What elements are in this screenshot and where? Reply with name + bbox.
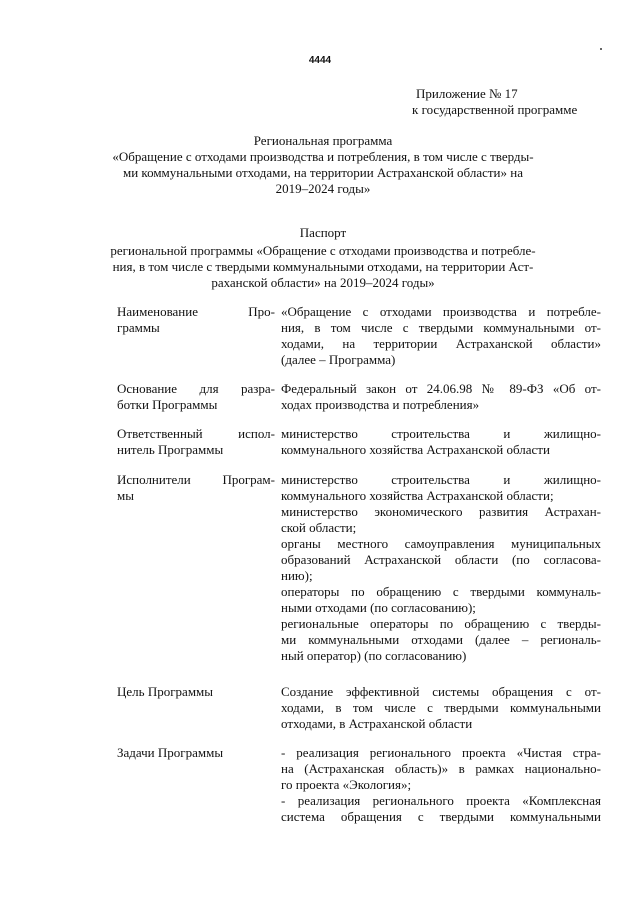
- value-line: го проекта «Экология»;: [281, 777, 412, 792]
- row-value-name: [281, 304, 601, 368]
- value-line: министерство экономического развития Астрахан-: [281, 504, 601, 519]
- value-line: на (Астраханская область)» в рамках национально-: [281, 761, 601, 776]
- value-line: система обращения с твердыми коммунальными: [281, 809, 601, 824]
- row-label-tasks: [117, 745, 275, 761]
- row-label-basis: [117, 381, 275, 413]
- row-label-responsible: [117, 426, 275, 458]
- value-line: коммунального хозяйства Астраханской области;: [281, 488, 554, 503]
- value-line: коммунального хозяйства Астраханской области: [281, 442, 550, 457]
- value-line: ния, в том числе с твердыми коммунальными от-: [281, 320, 601, 335]
- value-line: - реализация регионального проекта «Комплексная: [281, 793, 601, 808]
- passport-subtitle-line: региональной программы «Обращение с отходами производства и потребле-: [110, 243, 536, 258]
- value-line: - реализация регионального проекта «Чистая стра-: [281, 745, 601, 760]
- label-line: мы: [117, 488, 134, 503]
- title-line: 2019–2024 годы»: [275, 181, 371, 196]
- value-line: ми коммунальными отходами (далее – региональ-: [281, 632, 601, 647]
- value-line: отходами, в Астраханской области: [281, 716, 473, 731]
- value-line: ходами, на территории Астраханской области»: [281, 336, 601, 351]
- row-value-responsible: [281, 426, 601, 458]
- row-label-executors: [117, 472, 275, 504]
- value-line: образований Астраханской области (по согласова-: [281, 552, 601, 567]
- value-line: министерство строительства и жилищно-: [281, 426, 601, 441]
- value-line: ской области;: [281, 520, 357, 535]
- value-line: министерство строительства и жилищно-: [281, 472, 601, 487]
- value-line: Создание эффективной системы обращения с от-: [281, 684, 601, 699]
- value-line: ный оператор) (по согласованию): [281, 648, 467, 663]
- label-line: Исполнители Програм-: [117, 472, 275, 487]
- label-line: Ответственный испол-: [117, 426, 275, 441]
- row-value-goal: [281, 684, 601, 732]
- value-line: ходах производства и потребления»: [281, 397, 480, 412]
- value-line: «Обращение с отходами производства и потребле-: [281, 304, 601, 319]
- appendix-number: Приложение № 17: [416, 86, 518, 101]
- value-line: нию);: [281, 568, 313, 583]
- label-line: Наименование Про-: [117, 304, 275, 319]
- value-line: операторы по обращению с твердыми коммуналь-: [281, 584, 601, 599]
- value-line: ными отходами (по согласованию);: [281, 600, 476, 615]
- page-number: 4444: [308, 55, 332, 66]
- passport-heading-block: [108, 225, 538, 291]
- label-line: нитель Программы: [117, 442, 224, 457]
- label-line: Цель Программы: [117, 684, 214, 699]
- scan-speck: [600, 48, 602, 50]
- appendix-reference: к государственной программе: [412, 102, 578, 117]
- row-label-name: [117, 304, 275, 336]
- label-line: ботки Программы: [117, 397, 218, 412]
- row-value-basis: [281, 381, 601, 413]
- program-title: [108, 133, 538, 197]
- passport-subtitle-line: раханской области» на 2019–2024 годы»: [211, 275, 435, 290]
- row-value-tasks: [281, 745, 601, 825]
- title-line: ми коммунальными отходами, на территории Астраханской области» на: [122, 165, 523, 180]
- value-line: региональные операторы по обращению с тверды-: [281, 616, 601, 631]
- row-label-goal: [117, 684, 275, 700]
- label-line: Задачи Программы: [117, 745, 224, 760]
- value-line: Федеральный закон от 24.06.98 № 89-ФЗ «Об от-: [281, 381, 601, 396]
- passport-subtitle-line: ния, в том числе с твердыми коммунальными отходами, на территории Аст-: [112, 259, 534, 274]
- label-line: Основание для разра-: [117, 381, 275, 396]
- label-line: граммы: [117, 320, 160, 335]
- value-line: (далее – Программа): [281, 352, 396, 367]
- title-line: «Обращение с отходами производства и потребления, в том числе с тверды-: [112, 149, 534, 164]
- title-line: Региональная программа: [253, 133, 393, 148]
- row-value-executors: [281, 472, 601, 664]
- appendix-note: [412, 86, 577, 118]
- value-line: органы местного самоуправления муниципальных: [281, 536, 601, 551]
- passport-heading: Паспорт: [299, 225, 347, 240]
- value-line: ходами, в том числе с твердыми коммунальными: [281, 700, 601, 715]
